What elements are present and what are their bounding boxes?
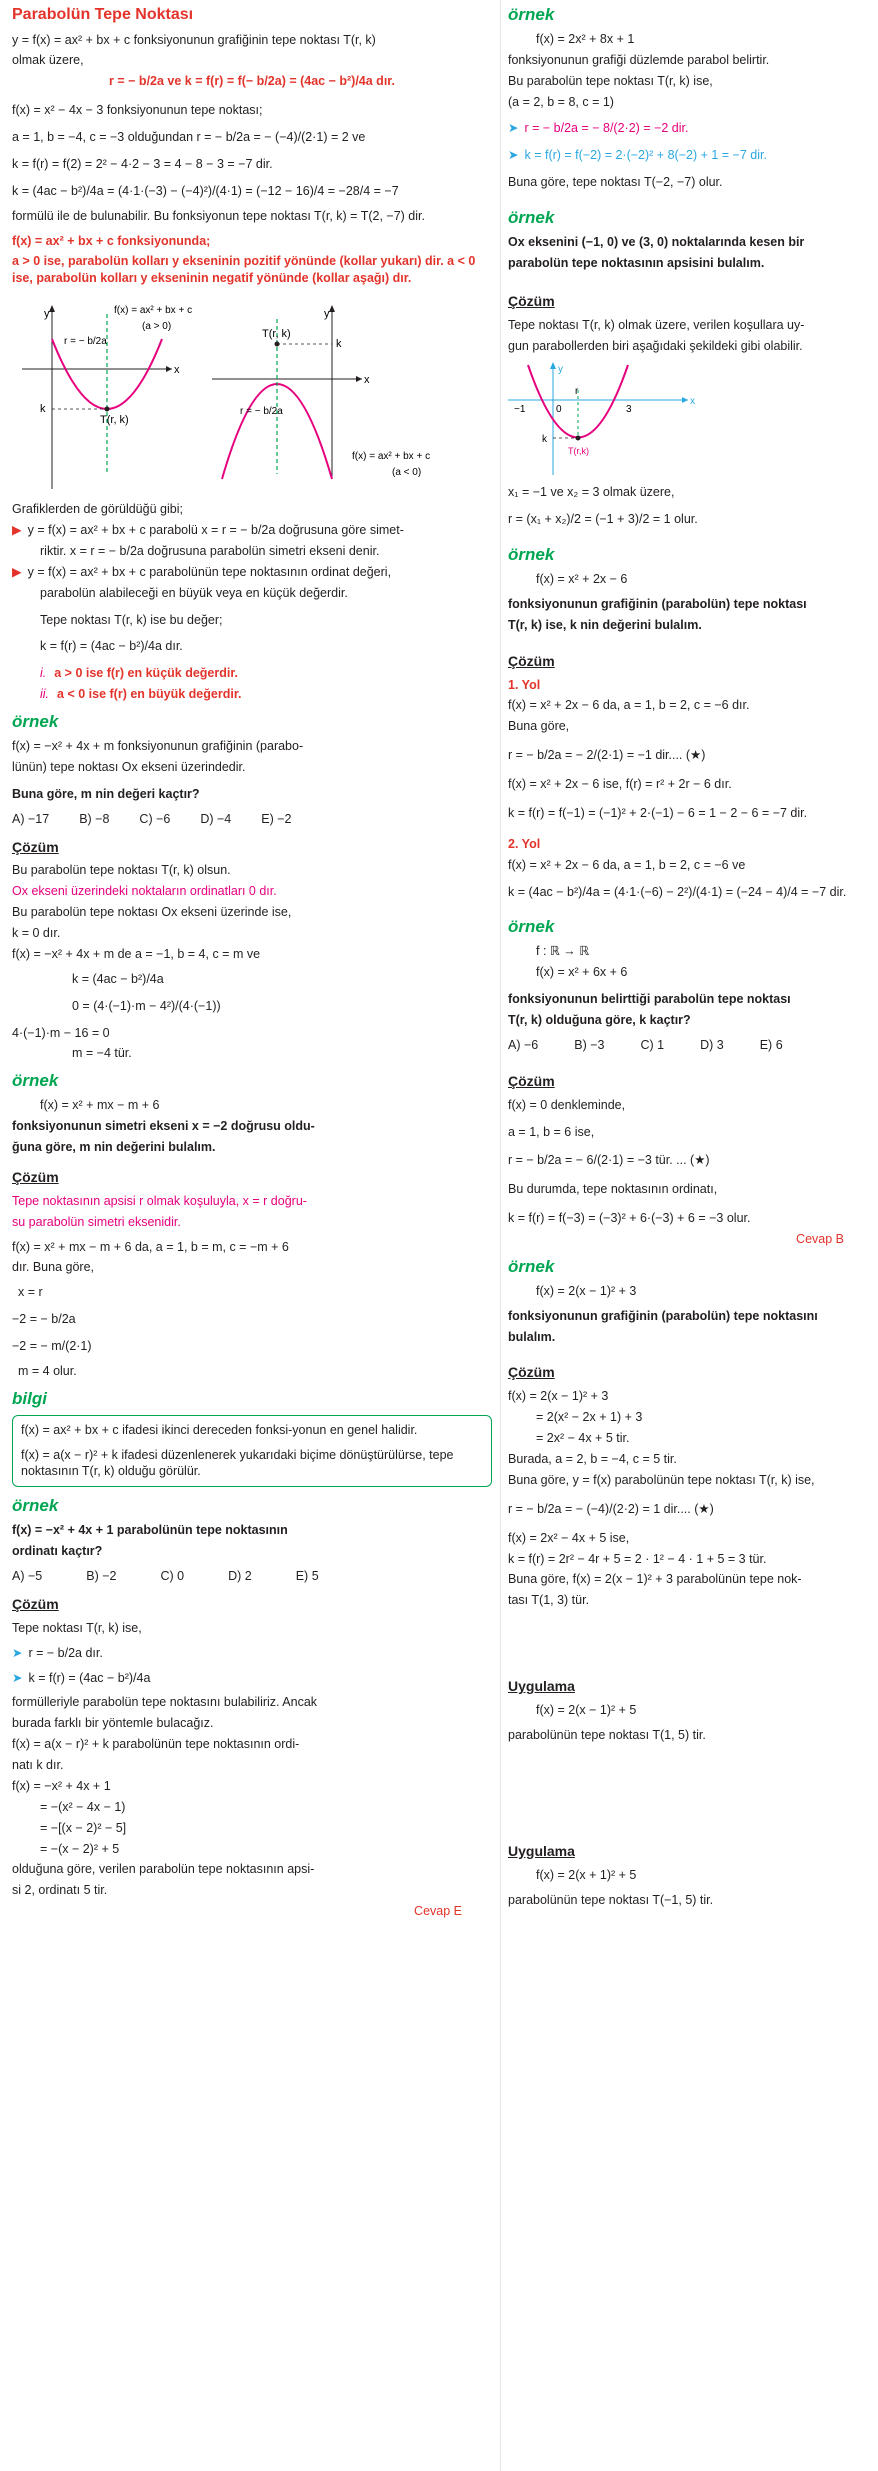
solution-3-line-9: = −(x² − 4x − 1) [40,1799,126,1814]
solution-6-line-5: k = f(r) = f(−1) = (−1)² + 2·(−1) − 6 = 1 − 2 − 6 = −7 dir. [508,805,808,820]
choice-d[interactable]: D) 2 [228,1569,252,1583]
symmetry-line-1 [12,520,492,541]
graph-down [212,305,430,479]
graph2-x-label: x [364,374,370,387]
graphs-seen: Grafiklerden de görüldüğü gibi; [12,502,183,517]
example-4-line-6: Buna göre, tepe noktası T(−2, −7) olur. [508,175,723,190]
left-column [12,0,492,1922]
arrow-icon: ➤ [508,121,519,136]
graph1-r-label: r = − b/2a [64,336,107,348]
solution-1-line-9: m = −4 tür. [72,1046,132,1061]
info-paragraph-1: f(x) = ax² + bx + c ifadesi ikinci dereceden fonksi-yonun en genel halidir. [21,1422,418,1437]
arrow-icon: ➤ [12,1670,23,1685]
roman-i: i. [40,666,47,681]
solution-8-line-5: Buna göre, y = f(x) parabolünün tepe noktası T(r, k) ise, [508,1472,815,1487]
graph-3-label: 3 [626,404,632,416]
example-2-question-1: fonksiyonunun simetri ekseni x = −2 doğrusu oldu- [12,1119,315,1134]
k-text-1: y = f(x) = ax² + bx + c parabolünün tepe noktasının ordinat değeri, [27,564,392,579]
choice-d[interactable]: D) 3 [700,1037,724,1052]
example-7-question-1: fonksiyonunun belirttiği parabolün tepe noktası [508,992,791,1007]
choice-d[interactable]: D) −4 [200,811,232,826]
solution-8-line-4: Burada, a = 2, b = −4, c = 5 tir. [508,1452,677,1466]
solution-3-line-10: = −[(x − 2)² − 5] [40,1820,127,1835]
case-ii-text: a < 0 ise f(r) en büyük değerdir. [57,687,242,702]
graph2-y-label: y [324,308,330,321]
solution-1-line-3: Bu parabolün tepe noktası Ox ekseni üzerinde ise, [12,905,292,920]
graph-y-arrow [550,362,556,369]
example-4-line-2: Bu parabolün tepe noktası T(r, k) ise, [508,73,713,88]
solution-3-line-6: f(x) = a(x − r)² + k parabolünün tepe noktasının ordi- [12,1737,300,1752]
choice-e[interactable]: E) 6 [759,1037,783,1052]
example-4-line-1: fonksiyonunun grafiği düzlemde parabol belirtir. [508,52,770,67]
choice-a[interactable]: A) −17 [12,811,50,826]
y-axis-arrow-2 [329,305,335,312]
intro-line-2: olmak üzere, [12,53,84,68]
graph1-cond-label: (a > 0) [142,321,172,333]
example-1-text-1: f(x) = −x² + 4x + m fonksiyonunun grafiğinin (parabo- [12,739,304,754]
example-1-text-2: lünün) tepe noktası Ox ekseni üzerindedir. [12,759,246,774]
application-2-result: parabolünün tepe noktası T(−1, 5) tir. [508,1892,714,1907]
solution-3-line-12: olduğuna göre, verilen parabolün tepe noktasının apsi- [12,1862,315,1877]
solution-8-line-6: r = − b/2a = − (−4)/(2·2) = 1 dir.... (★) [508,1501,714,1516]
solution-1-line-6: k = (4ac − b²)/4a [72,971,164,986]
choice-c[interactable]: C) −6 [139,811,171,826]
case-i [12,663,492,684]
solution-1-line-5: f(x) = −x² + 4x + m de a = −1, b = 4, c = m ve [12,946,261,961]
application-1-func: f(x) = 2(x − 1)² + 5 [536,1703,637,1718]
choice-e[interactable]: E) −2 [261,811,292,826]
choice-c[interactable]: C) 0 [160,1569,185,1583]
solution-2-line-4: dır. Buna göre, [12,1260,95,1275]
info-label: bilgi [12,1388,47,1408]
example-8-func: f(x) = 2(x − 1)² + 3 [536,1283,637,1298]
solution-1-line-7: 0 = (4·(−1)·m − 4²)/(4·(−1)) [72,998,221,1013]
solution-6-label: Çözüm [508,652,555,669]
graph2-r-label: r = − b/2a [240,406,283,418]
graph1-func-label: f(x) = ax² + bx + c [114,305,193,317]
solution-5-graph-svg [508,360,708,478]
example-3-choices [12,1568,492,1585]
bullet-icon: ▶ [12,564,22,579]
graph-up [22,305,192,489]
y-axis-arrow-1 [49,305,55,312]
example-2-func: f(x) = x² + mx − m + 6 [40,1098,160,1113]
solution-7-line-4: Bu durumda, tepe noktasının ordinatı, [508,1182,718,1197]
example-3-label: örnek [12,1496,59,1516]
example-2-label: örnek [12,1071,59,1091]
symmetry-line-2: riktir. x = r = − b/2a doğrusuna parabolün simetri ekseni denir. [40,543,380,558]
graph-origin-label: 0 [556,404,562,416]
solution-8-line-9: Buna göre, f(x) = 2(x − 1)² + 3 parabolünün tepe nok- [508,1572,802,1587]
graph2-func-label: f(x) = ax² + bx + c [352,451,431,463]
solution-5-line-4: r = (x₁ + x₂)/2 = (−1 + 3)/2 = 1 olur. [508,512,698,527]
roman-ii: ii. [40,687,50,702]
graph1-k-label: k [40,403,46,416]
graph-y-label: y [558,364,563,376]
example-1-label: örnek [12,712,59,732]
example-8-label: örnek [508,1256,555,1276]
example-3-question-2: ordinatı kaçtır? [12,1544,103,1559]
solution-3-line-1: Tepe noktası T(r, k) ise, [12,1620,142,1635]
graph-k-label: k [542,434,547,446]
solution-2-line-1: Tepe noktasının apsisi r olmak koşuluyla, x = r doğru- [12,1193,307,1208]
example-4-label: örnek [508,5,555,24]
solution-8-line-8: k = f(r) = 2r² − 4r + 5 = 2 · 1² − 4 · 1 + 5 = 3 tür. [508,1551,767,1566]
example-5-question-2: parabolün tepe noktasının apsisini bulalım. [508,255,765,270]
example-7-choices [508,1037,874,1054]
example-4-line-3: (a = 2, b = 8, c = 1) [508,94,614,109]
x-axis-arrow-1 [166,366,172,372]
x-axis-arrow-2 [356,376,362,382]
application-1-result: parabolünün tepe noktası T(1, 5) tir. [508,1727,706,1742]
example-4-r: r = − b/2a = − 8/(2·2) = −2 dir. [524,121,689,136]
example-6-func: f(x) = x² + 2x − 6 [536,572,628,587]
solution-5-line-3: x₁ = −1 ve x₂ = 3 olmak üzere, [508,485,675,500]
solution-2-line-6: −2 = − b/2a [12,1312,76,1327]
choice-c[interactable]: C) 1 [640,1037,665,1052]
solution-3-k: k = f(r) = (4ac − b²)/4a [28,1670,151,1685]
arrow-icon: ➤ [508,148,519,163]
choice-a[interactable]: A) −5 [12,1569,43,1583]
solution-3-line-7: natı k dır. [12,1758,64,1773]
solution-6-line-2: Buna göre, [508,719,570,734]
answer-b: Cevap B [796,1232,844,1247]
solution-3-line-3 [12,1668,492,1689]
graph-r-label: r [575,386,579,398]
example-3-question-1: f(x) = −x² + 4x + 1 parabolünün tepe noktasının [12,1523,288,1538]
solution-1-line-1: Bu parabolün tepe noktası T(r, k) olsun. [12,863,231,878]
k-line-2-text: parabolün alabileceği en büyük veya en küçük değerdir. [40,585,348,600]
solution-8-line-1: f(x) = 2(x − 1)² + 3 [508,1389,609,1404]
rule-body: a > 0 ise, parabolün kolları y ekseninin pozitif yönünde (kollar yukarı) dir. a < 0 ise, parabolün kolları y ekseninin negatif yönünde (kollar aşağı) dır. [12,254,476,286]
k-value-intro: Tepe noktası T(r, k) ise bu değer; [40,612,223,627]
solution-6-line-1: f(x) = x² + 2x − 6 da, a = 1, b = 2, c = −6 dır. [508,698,750,713]
choice-b[interactable]: B) −8 [79,811,110,826]
graph-vertex [576,436,581,441]
solution-3-line-2 [12,1643,492,1664]
example-8-question-2: bulalım. [508,1329,556,1344]
solution-5-line-1: Tepe noktası T(r, k) olmak üzere, verilen koşullara uy- [508,317,805,332]
info-box [12,1415,492,1488]
section-title: Parabolün Tepe Noktası [12,6,194,23]
graph1-vertex-label: T(r, k) [100,414,129,427]
application-1-label: Uygulama [508,1678,575,1695]
solution-3-line-11: = −(x − 2)² + 5 [40,1841,120,1856]
example-function: f(x) = x² − 4x − 3 fonksiyonunun tepe noktası; [12,103,263,118]
graph2-vertex-label: T(r, k) [262,328,291,341]
graph2-k-label: k [336,338,342,351]
solution-8-line-7: f(x) = 2x² − 4x + 5 ise, [508,1530,630,1545]
solution-6-line-6: f(x) = x² + 2x − 6 da, a = 1, b = 2, c = −6 ve [508,857,746,872]
solution-2-line-2: su parabolün simetri eksenidir. [12,1214,181,1229]
graph2-cond-label: (a < 0) [392,467,422,479]
solution-5-label: Çözüm [508,292,555,309]
solution-7-line-5: k = f(r) = f(−3) = (−3)² + 6·(−3) + 6 = −3 olur. [508,1211,751,1226]
solution-2-line-8: m = 4 olur. [18,1363,77,1378]
answer-e: Cevap E [414,1904,462,1919]
choice-b[interactable]: B) −3 [574,1037,605,1052]
solution-3-line-4: formülleriyle parabolün tepe noktasını bulabiliriz. Ancak [12,1695,318,1710]
vertex-point-2 [275,342,280,347]
solution-1-line-8: 4·(−1)·m − 16 = 0 [12,1025,110,1040]
graph-x-arrow [682,397,688,403]
example-4-line-4 [508,118,874,139]
solution-2-line-3: f(x) = x² + mx − m + 6 da, a = 1, b = m, c = −m + 6 [12,1239,289,1254]
vertex-formula: r = − b/2a ve k = f(r) = f(− b/2a) = (4ac − b²)/4a dır. [109,74,395,89]
solution-8-label: Çözüm [508,1364,555,1381]
intro-line-1: y = f(x) = ax² + bx + c fonksiyonunun grafiğinin tepe noktası T(r, k) [12,32,376,47]
example-k-direct: k = f(r) = f(2) = 2² − 4·2 − 3 = 4 − 8 − 3 = −7 dir. [12,156,273,171]
solution-3-r: r = − b/2a dır. [28,1645,103,1660]
solution-3-line-13: si 2, ordinatı 5 tir. [12,1883,108,1898]
solution-3-line-5: burada farklı bir yöntemle bulacağız. [12,1716,214,1731]
example-1-choices [12,811,492,828]
example-6-question-1: fonksiyonunun grafiğinin (parabolün) tepe noktası [508,596,807,611]
column-divider [500,0,501,2471]
method-1-label: 1. Yol [508,677,541,692]
solution-5-line-2: gun parabollerden biri aşağıdaki şekildeki gibi olabilir. [508,338,803,353]
example-7-map: f : ℝ → ℝ [536,944,590,959]
example-4-func: f(x) = 2x² + 8x + 1 [536,31,635,46]
solution-1-label: Çözüm [12,838,59,855]
solution-3-line-8: f(x) = −x² + 4x + 1 [12,1778,111,1793]
choice-e[interactable]: E) 5 [295,1569,319,1583]
solution-2-line-7: −2 = − m/(2·1) [12,1339,92,1353]
graph1-y-label: y [44,308,50,321]
k-line-1-text [12,562,492,583]
symmetry-text-1: y = f(x) = ax² + bx + c parabolü x = r = − b/2a doğrusuna göre simet- [27,523,404,538]
example-1-question: Buna göre, m nin değeri kaçtır? [12,786,200,801]
info-paragraph-2: f(x) = a(x − r)² + k ifadesi düzenlenerek yukarıdaki biçime dönüştürülürse, tepe noktasının T(r, k) olduğu görülür. [21,1447,454,1479]
solution-7-line-1: f(x) = 0 denkleminde, [508,1097,626,1112]
solution-1-line-4: k = 0 dır. [12,926,61,941]
solution-2-line-5: x = r [18,1285,43,1300]
solution-5-graph [508,360,874,478]
arrow-icon: ➤ [12,1645,23,1660]
example-6-label: örnek [508,545,555,565]
right-column [508,0,874,1910]
choice-a[interactable]: A) −6 [508,1037,539,1052]
solution-6-line-7: k = (4ac − b²)/4a = (4·1·(−6) − 2²)/(4·1) = (−24 − 4)/4 = −7 dir. [508,884,847,899]
case-i-text: a > 0 ise f(r) en küçük değerdir. [54,666,239,681]
example-4-line-5 [508,145,874,166]
parabola-graphs [12,299,492,489]
solution-7-line-2: a = 1, b = 6 ise, [508,1124,595,1139]
example-result: formülü ile de bulunabilir. Bu fonksiyonun tepe noktası T(r, k) = T(2, −7) dir. [12,208,425,223]
example-7-func: f(x) = x² + 6x + 6 [536,965,628,980]
example-4-k: k = f(r) = f(−2) = 2·(−2)² + 8(−2) + 1 = −7 dir. [524,148,767,163]
application-2-label: Uygulama [508,1842,575,1859]
example-7-label: örnek [508,917,555,937]
case-ii [12,684,492,705]
choice-b[interactable]: B) −2 [86,1569,117,1583]
vertex-point-1 [105,407,110,412]
solution-6-line-4: f(x) = x² + 2x − 6 ise, f(r) = r² + 2r − 6 dır. [508,777,732,792]
example-7-question-2: T(r, k) olduğuna göre, k kaçtır? [508,1013,691,1028]
example-coefficients: a = 1, b = −4, c = −3 olduğundan r = − b/2a = − (−4)/(2·1) = 2 ve [12,130,366,145]
bullet-icon: ▶ [12,523,22,538]
example-2-question-2: ğuna göre, m nin değerini bulalım. [12,1139,216,1154]
graph1-x-label: x [174,364,180,377]
example-5-label: örnek [508,208,555,228]
graph-minus1-label: −1 [514,404,526,416]
graph-x-label: x [690,396,695,408]
example-k-formula: k = (4ac − b²)/4a = (4·1·(−3) − (−4)²)/(4·1) = (−12 − 16)/4 = −28/4 = −7 [12,183,399,198]
solution-1-line-2: Ox ekseni üzerindeki noktaların ordinatları 0 dır. [12,884,277,899]
example-5-question-1: Ox eksenini (−1, 0) ve (3, 0) noktalarında kesen bir [508,235,805,249]
rule-head: f(x) = ax² + bx + c fonksiyonunda; [12,233,211,248]
graph-vertex-label: T(r,k) [568,446,589,457]
solution-8-line-3: = 2x² − 4x + 5 tir. [536,1431,630,1446]
solution-7-label: Çözüm [508,1072,555,1089]
example-8-question-1: fonksiyonunun grafiğinin (parabolün) tepe noktasını [508,1308,818,1323]
example-6-question-2: T(r, k) ise, k nin değerini bulalım. [508,617,702,632]
solution-8-line-10: tası T(1, 3) tür. [508,1593,590,1608]
solution-7-line-3: r = − b/2a = − 6/(2·1) = −3 tür. ... (★) [508,1153,710,1168]
solution-6-line-3: r = − b/2a = − 2/(2·1) = −1 dir.... (★) [508,748,706,763]
application-2-func: f(x) = 2(x + 1)² + 5 [536,1867,637,1882]
solution-2-label: Çözüm [12,1168,59,1185]
solution-3-label: Çözüm [12,1595,59,1612]
parabola-graphs-svg [12,299,482,489]
method-2-label: 2. Yol [508,836,541,851]
solution-8-line-2: = 2(x² − 2x + 1) + 3 [536,1410,643,1425]
k-value-formula: k = f(r) = (4ac − b²)/4a dır. [40,639,183,654]
